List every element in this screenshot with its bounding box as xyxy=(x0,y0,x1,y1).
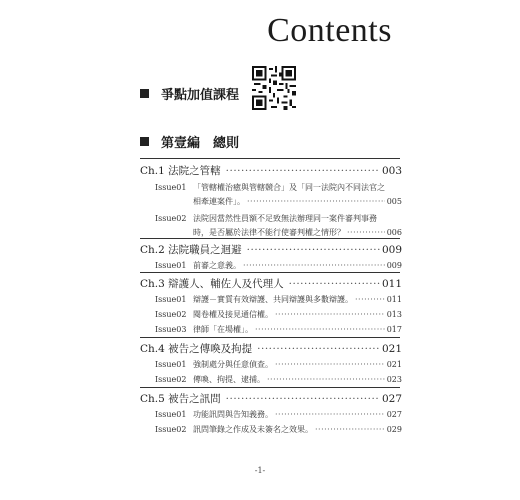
issue-code: Issue01 xyxy=(155,410,187,419)
chapter-rule xyxy=(140,238,400,239)
leader-dots xyxy=(315,425,385,434)
issue-page: 013 xyxy=(386,310,402,319)
issue-code: Issue01 xyxy=(155,295,187,304)
chapter-label: Ch.4 被告之傳喚及拘提 xyxy=(140,343,253,355)
issue-entry[interactable] xyxy=(155,182,402,193)
leader-dots xyxy=(257,343,380,355)
issue-page: 005 xyxy=(386,197,402,206)
leader-dots xyxy=(347,228,385,237)
issue-code: Issue01 xyxy=(155,261,187,270)
leader-dots xyxy=(289,278,380,290)
issue-page: 017 xyxy=(386,325,402,334)
issue-entry[interactable] xyxy=(155,260,402,271)
page-number: -1- xyxy=(254,466,266,475)
issue-code: Issue02 xyxy=(155,425,187,434)
part-heading xyxy=(140,132,239,151)
issue-entry-continued[interactable] xyxy=(193,227,402,238)
chapter-rule xyxy=(140,337,400,338)
chapter-entry[interactable] xyxy=(140,276,402,291)
issue-text: 訊問筆錄之作成及未簽名之效果。 xyxy=(193,425,313,434)
issue-code: Issue03 xyxy=(155,325,187,334)
part-heading-label: 第壹編 總則 xyxy=(161,136,240,151)
issue-text: 強制處分與任意偵查。 xyxy=(193,360,273,369)
issue-code: Issue01 xyxy=(155,360,187,369)
square-bullet-icon xyxy=(140,137,149,146)
chapter-page: 027 xyxy=(381,393,402,405)
leader-dots xyxy=(275,410,385,419)
issue-page: 029 xyxy=(386,425,402,434)
issue-code: Issue02 xyxy=(155,214,187,223)
leader-dots xyxy=(247,244,380,256)
chapter-entry[interactable] xyxy=(140,242,402,257)
course-heading xyxy=(140,84,239,103)
leader-dots xyxy=(275,310,385,319)
chapter-page: 003 xyxy=(381,165,402,177)
leader-dots xyxy=(355,295,385,304)
issue-page: 006 xyxy=(386,228,402,237)
leader-dots xyxy=(267,375,385,384)
issue-entry-continued[interactable] xyxy=(193,196,402,207)
leader-dots xyxy=(243,261,385,270)
issue-entry[interactable] xyxy=(155,213,402,224)
issue-entry[interactable] xyxy=(155,309,402,320)
issue-page: 009 xyxy=(386,261,402,270)
chapter-rule xyxy=(140,387,400,388)
issue-text: 律師「在場權」。 xyxy=(193,325,253,334)
chapter-page: 009 xyxy=(381,244,402,256)
chapter-label: Ch.1 法院之管轄 xyxy=(140,165,221,177)
leader-dots xyxy=(226,165,380,177)
issue-page: 027 xyxy=(386,410,402,419)
chapter-page: 011 xyxy=(381,278,402,290)
chapter-label: Ch.5 被告之訊問 xyxy=(140,393,221,405)
issue-entry[interactable] xyxy=(155,409,402,420)
square-bullet-icon xyxy=(140,89,149,98)
issue-text: 辯護－實質有效辯護、共同辯護與多數辯護。 xyxy=(193,295,353,304)
issue-page: 021 xyxy=(386,360,402,369)
contents-title: Contents xyxy=(267,12,392,49)
issue-text: 功能訊問與告知義務。 xyxy=(193,410,273,419)
issue-text: 前審之意義。 xyxy=(193,261,241,270)
issue-entry[interactable] xyxy=(155,359,402,370)
issue-code: Issue02 xyxy=(155,375,187,384)
chapter-rule xyxy=(140,158,400,159)
leader-dots xyxy=(226,393,380,405)
leader-dots xyxy=(247,197,385,206)
issue-entry[interactable] xyxy=(155,374,402,385)
issue-text: 時，是否屬於法律不能行使審判權之情形？ xyxy=(193,228,345,237)
chapter-page: 021 xyxy=(381,343,402,355)
issue-text: 法院因當然性員額不足致無法辦理同一案件審判事務 xyxy=(193,214,377,223)
leader-dots xyxy=(275,360,385,369)
issue-text: 閱卷權及接見通信權。 xyxy=(193,310,273,319)
issue-code: Issue01 xyxy=(155,183,187,192)
chapter-label: Ch.2 法院職員之迴避 xyxy=(140,244,242,256)
chapter-label: Ch.3 辯護人、輔佐人及代理人 xyxy=(140,278,284,290)
issue-page: 011 xyxy=(386,295,402,304)
chapter-entry[interactable] xyxy=(140,163,402,178)
issue-entry[interactable] xyxy=(155,294,402,305)
chapter-rule xyxy=(140,272,400,273)
issue-entry[interactable] xyxy=(155,324,402,335)
issue-entry[interactable] xyxy=(155,424,402,435)
chapter-entry[interactable] xyxy=(140,391,402,406)
course-heading-label: 爭點加值課程 xyxy=(161,88,240,103)
issue-page: 023 xyxy=(386,375,402,384)
qr-code[interactable] xyxy=(252,66,296,110)
issue-text: 「管轄權治癒與管轄競合」及「同一法院內不同法官之 xyxy=(193,183,385,192)
leader-dots xyxy=(255,325,385,334)
chapter-entry[interactable] xyxy=(140,341,402,356)
issue-code: Issue02 xyxy=(155,310,187,319)
issue-text: 相牽連案件」。 xyxy=(193,197,245,206)
issue-text: 傳喚、拘提、逮捕。 xyxy=(193,375,265,384)
